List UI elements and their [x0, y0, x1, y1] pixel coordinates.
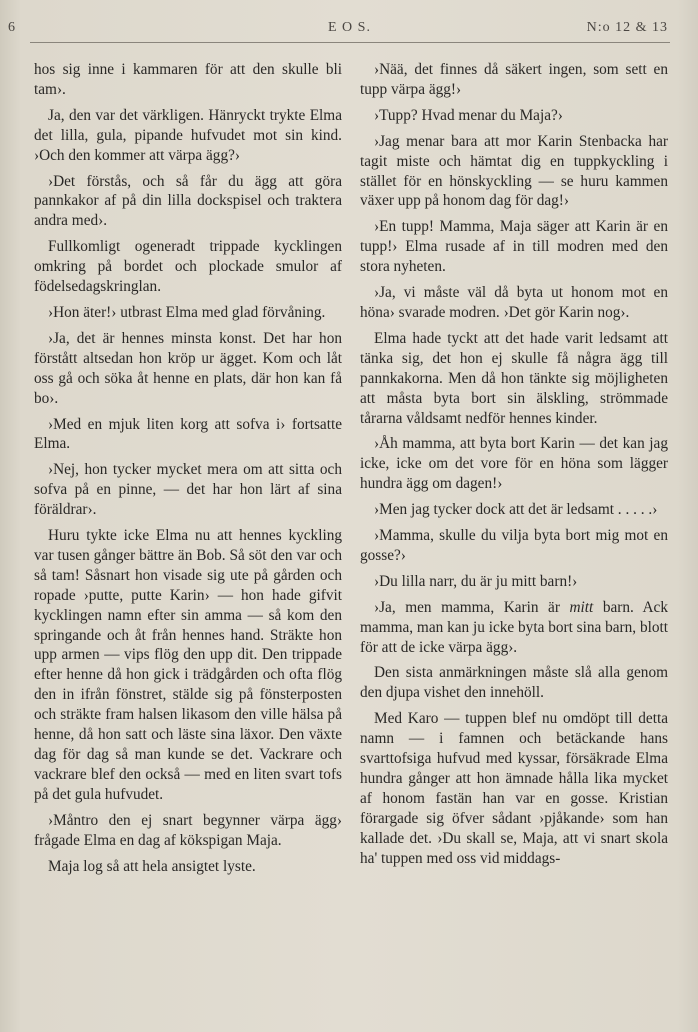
paragraph: ›Du lilla narr, du är ju mitt barn!› [374, 572, 578, 590]
issue-number: N:o 12 & 13 [586, 20, 668, 35]
paragraph: ›Åh mamma, att byta bort Karin — det kan jag icke, icke om det vore för en höna som lägger hundra ägg om dagen!› [360, 435, 668, 493]
paragraph: ›Jag menar bara att mor Karin Stenbacka har tagit miste och hämtat dig en tuppkyckling i stället för en hönskyckling — se huru kammen växer upp på honom dag för dag!› [360, 132, 668, 210]
text-run: ›Ja, men mamma, Karin är [374, 598, 570, 616]
paragraph: ›Tupp? Hvad menar du Maja?› [374, 106, 563, 124]
paragraph: ›En tupp! Mamma, Maja säger att Karin är en tupp!› Elma rusade af in till modren med den stora nyheten. [360, 218, 668, 276]
paragraph: ›Det förstås, och så får du ägg att göra pannkakor af på din lilla dockspisel och traktera andra med›. [34, 172, 342, 230]
paragraph: hos sig inne i kammaren för att den skulle bli tam›. [34, 61, 342, 98]
paragraph: ›Men jag tycker dock att det är ledsamt . . . . .› [374, 501, 658, 519]
paragraph: Huru tykte icke Elma nu att hennes kyckling var tusen gånger bättre än Bob. Så söt den var och så tam! Såsnart hon visade sig ute på gården och ropade ›putte, putte Karin› — hon hade gifvit kycklingen namn efter sin amma — så kom den springande och åt från hennes hand. Sträkte hon upp armen — vips flög den upp dit. Den trippade efter henne då hon gick i trädgården och ofta flög den in ifrån fönstret, stälde sig på fönsterposten och sträkte fram halsen likasom den ville hälsa på henne, då hon satt och läste sina läxor. Den växte dag för dag så man kunde se det. Vackrare och vackrare blef den också — med en liten svart tofs på det gula hufvudet. [34, 527, 342, 803]
text-run: barn. Ack mamma, man kan ju icke byta bort sina barn, blott för att de icke värpa ägg›. [360, 598, 668, 656]
paragraph: ›Nej, hon tycker mycket mera om att sitta och sofva på en pinne, — det har hon lärt af sina föräldrar›. [34, 461, 342, 519]
paragraph: Ja, den var det värkligen. Hänryckt trykte Elma det lilla, gula, pipande hufvudet mot sin kind. ›Och den kommer att värpa ägg?› [34, 106, 342, 164]
page-header [0, 20, 698, 44]
right-column [360, 60, 668, 875]
paragraph: ›Nää, det finnes då säkert ingen, som sett en tupp värpa ägg!› [360, 61, 668, 98]
page-number: 6 [8, 20, 16, 35]
paragraph: ›Hon äter!› utbrast Elma med glad förvåning. [48, 303, 326, 321]
left-column [34, 60, 342, 882]
paragraph: Elma hade tyckt att det hade varit ledsamt att tänka sig, det hon ej skulle få några ägg till pannkakorna. Men då hon tänkte sig möjligheten att måsta byta bort sin älskling, strömmade tårarna våldsamt nedför hennes kinder. [360, 329, 668, 427]
paragraph [360, 598, 668, 658]
paragraph: ›Mamma, skulle du vilja byta bort mig mot en gosse?› [360, 527, 668, 564]
paragraph: Maja log så att hela ansigtet lyste. [48, 857, 256, 875]
header-rule [30, 42, 670, 43]
paragraph: ›Med en mjuk liten korg att sofva i› fortsatte Elma. [34, 415, 342, 453]
running-title: E O S. [328, 20, 371, 35]
paragraph: Med Karo — tuppen blef nu omdöpt till detta namn — i famnen och betäckande hans svarttofsiga hufvud med kyssar, försäkrade Elma hundra gånger att hon ämnade hålla lika mycket af honom fastän han var en gosse. Kristian förargade sig öfver sådant ›pjåkande› som han kallade det. ›Du skall se, Maja, att vi snart skola ha' tuppen med oss vid middags- [360, 710, 668, 867]
paragraph: Fullkomligt ogeneradt trippade kycklingen omkring på bordet och plockade smulor af födelsedagskringlan. [34, 238, 342, 296]
paragraph: Den sista anmärkningen måste slå alla genom den djupa vishet den innehöll. [360, 664, 668, 702]
paragraph: ›Måntro den ej snart begynner värpa ägg› frågade Elma en dag af kökspigan Maja. [34, 811, 342, 849]
emphasis: mitt [569, 598, 594, 616]
paragraph: ›Ja, vi måste väl då byta ut honom mot en höna› svarade modren. ›Det gör Karin nog›. [360, 284, 668, 321]
paragraph: ›Ja, det är hennes minsta konst. Det har hon förstått altsedan hon kröp ur ägget. Kom och låt oss gå och söka åt henne en plats, där hon kan få bo›. [34, 329, 342, 407]
